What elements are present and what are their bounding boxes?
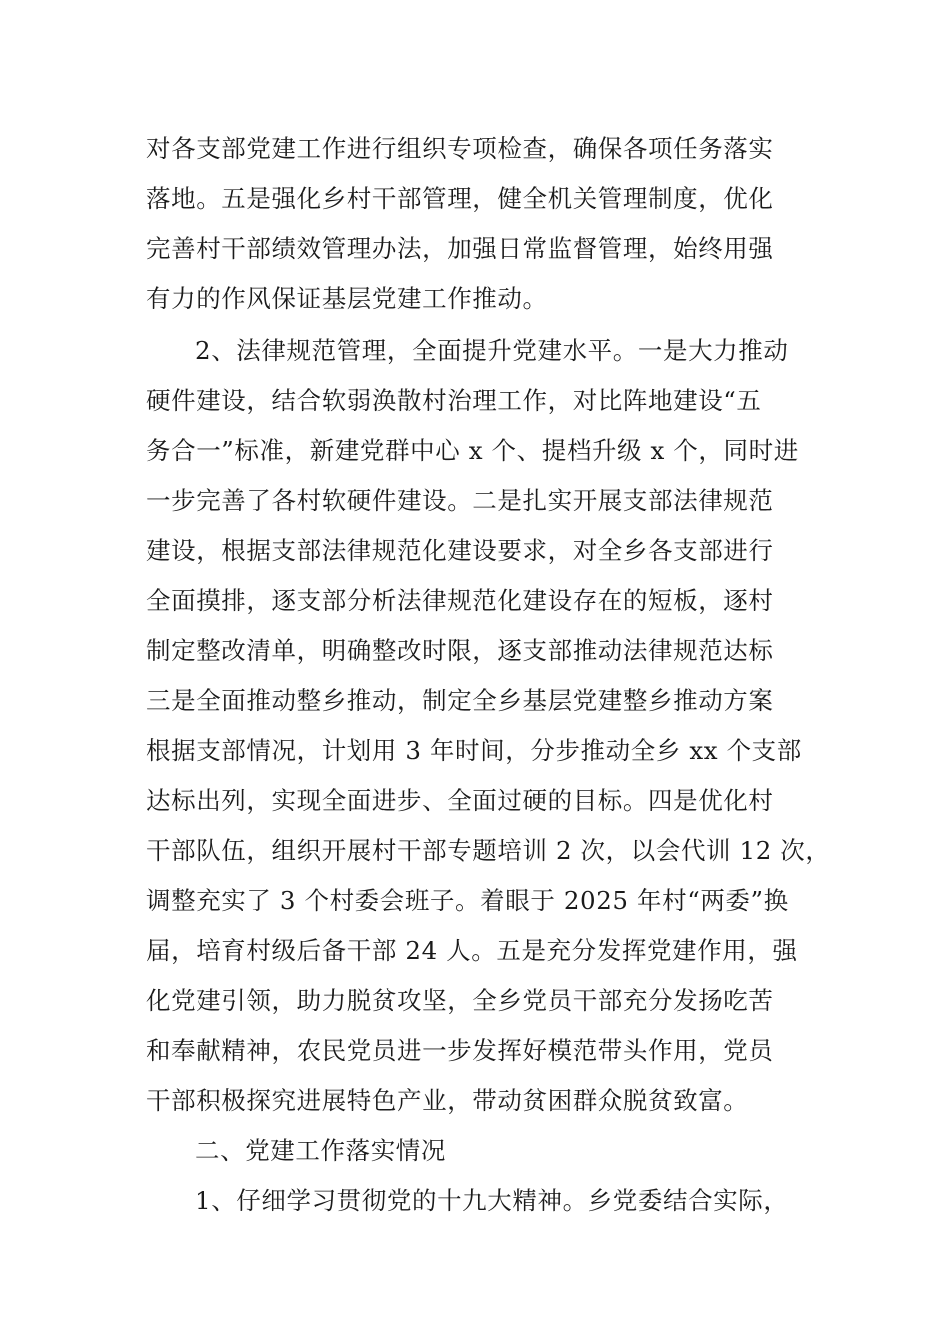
- text-line: 完善村干部绩效管理办法，加强日常监督管理，始终用强: [146, 234, 774, 263]
- text-line: 干部积极探究进展特色产业，带动贫困群众脱贫致富。: [146, 1086, 749, 1115]
- text-line: 达标出列，实现全面进步、全面过硬的目标。四是优化村: [146, 786, 774, 815]
- text-line: 根据支部情况，计划用 3 年时间，分步推动全乡 xx 个支部: [146, 736, 802, 765]
- paragraph-heading: 1、仔细学习贯彻党的十九大精神。乡党委结合实际，: [195, 1186, 789, 1215]
- text-line: 对各支部党建工作进行组织专项检查，确保各项任务落实: [146, 134, 774, 163]
- text-line: 和奉献精神，农民党员进一步发挥好模范带头作用，党员: [146, 1036, 774, 1065]
- text-line: 制定整改清单，明确整改时限，逐支部推动法律规范达标: [146, 636, 774, 665]
- text-line: 调整充实了 3 个村委会班子。着眼于 2025 年村“两委”换: [146, 886, 789, 915]
- text-line: 建设，根据支部法律规范化建设要求，对全乡各支部进行: [146, 536, 774, 565]
- text-line: 硬件建设，结合软弱涣散村治理工作，对比阵地建设“五: [146, 386, 762, 415]
- text-line: 务合一”标准，新建党群中心 x 个、提档升级 x 个，同时进: [146, 436, 799, 465]
- text-line: 干部队伍，组织开展村干部专题培训 2 次，以会代训 12 次，: [146, 836, 831, 865]
- section-heading: 二、党建工作落实情况: [195, 1136, 446, 1165]
- text-line: 有力的作风保证基层党建工作推动。: [146, 284, 548, 313]
- text-line: 落地。五是强化乡村干部管理，健全机关管理制度，优化: [146, 184, 774, 213]
- paragraph-heading: 2、法律规范管理，全面提升党建水平。一是大力推动: [195, 336, 789, 365]
- text-line: 全面摸排，逐支部分析法律规范化建设存在的短板，逐村: [146, 586, 774, 615]
- text-line: 三是全面推动整乡推动，制定全乡基层党建整乡推动方案: [146, 686, 774, 715]
- text-line: 届，培育村级后备干部 24 人。五是充分发挥党建作用，强: [146, 936, 798, 965]
- text-line: 化党建引领，助力脱贫攻坚，全乡党员干部充分发扬吃苦: [146, 986, 774, 1015]
- text-line: 一步完善了各村软硬件建设。二是扎实开展支部法律规范: [146, 486, 774, 515]
